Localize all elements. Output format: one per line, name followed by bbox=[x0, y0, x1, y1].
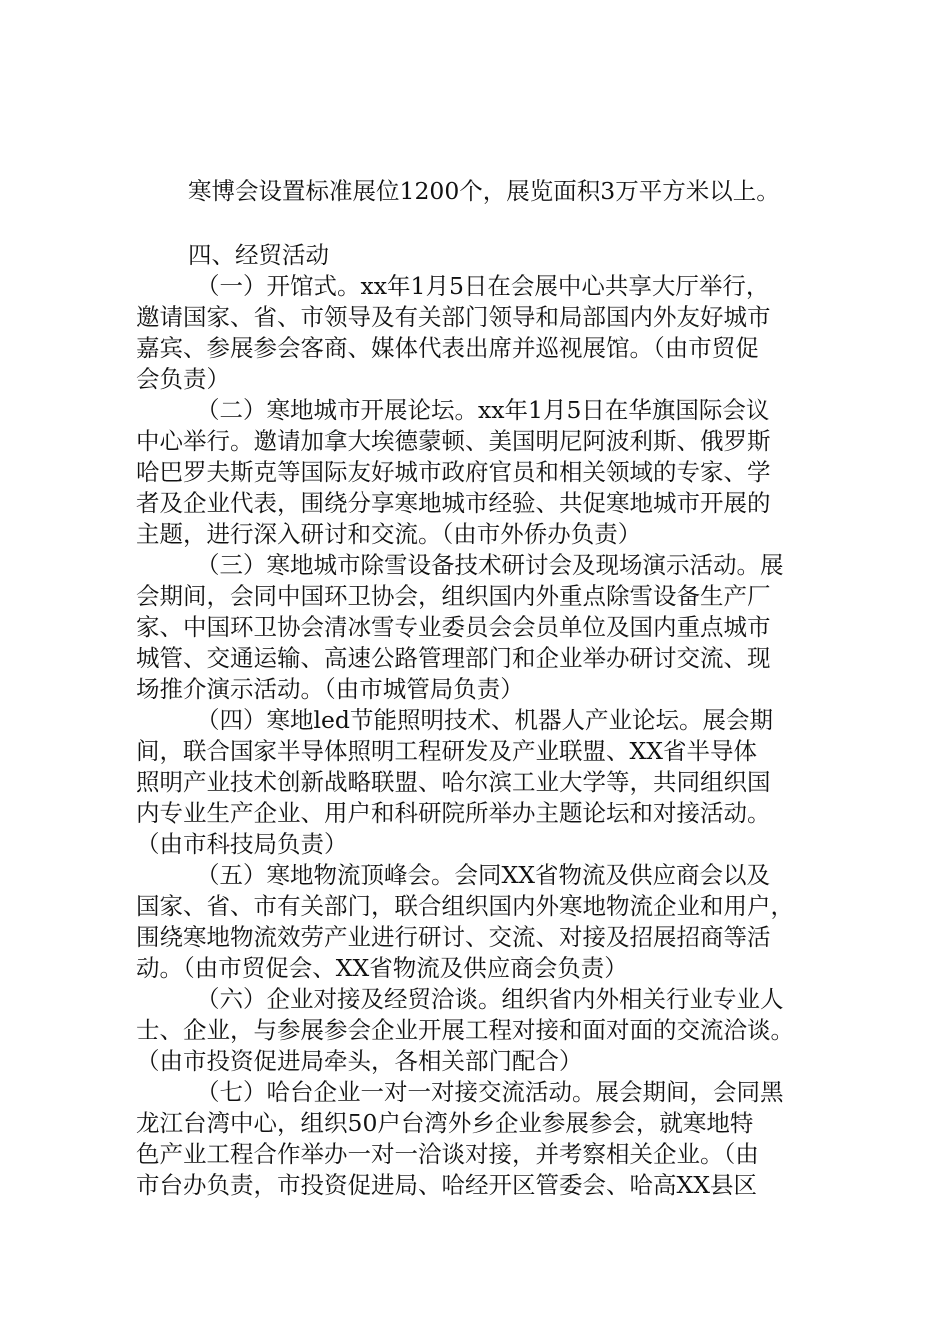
item-1-line-3: 嘉宾、参展参会客商、媒体代表出席并巡视展馆。（由市贸促 bbox=[136, 334, 759, 362]
item-5-line-1: （五）寒地物流顶峰会。会同XX省物流及供应商会以及 bbox=[196, 861, 770, 889]
item-4-line-4: 内专业生产企业、用户和科研院所举办主题论坛和对接活动。 bbox=[136, 799, 771, 827]
item-4-line-3: 照明产业技术创新战略联盟、哈尔滨工业大学等，共同组织国 bbox=[136, 768, 771, 796]
item-5-line-2: 国家、省、市有关部门，联合组织国内外寒地物流企业和用户， bbox=[136, 892, 794, 920]
item-7-line-2: 龙江台湾中心，组织50户台湾外乡企业参展参会，就寒地特 bbox=[136, 1109, 754, 1137]
section-heading: 四、经贸活动 bbox=[188, 241, 329, 269]
item-4-line-2: 间，联合国家半导体照明工程研发及产业联盟、XX省半导体 bbox=[136, 737, 757, 765]
item-1-line-1: （一）开馆式。xx年1月5日在会展中心共享大厅举行， bbox=[196, 272, 770, 300]
item-2-line-1: （二）寒地城市开展论坛。xx年1月5日在华旗国际会议 bbox=[196, 396, 770, 424]
intro-paragraph: 寒博会设置标准展位1200个，展览面积3万平方米以上。 bbox=[188, 177, 780, 205]
item-2-line-5: 主题，进行深入研讨和交流。（由市外侨办负责） bbox=[136, 520, 642, 548]
item-3-line-1: （三）寒地城市除雪设备技术研讨会及现场演示活动。展 bbox=[196, 551, 784, 579]
item-6-line-3: （由市投资促进局牵头，各相关部门配合） bbox=[136, 1047, 583, 1075]
item-3-line-3: 家、中国环卫协会清冰雪专业委员会会员单位及国内重点城市 bbox=[136, 613, 771, 641]
item-5-line-3: 围绕寒地物流效劳产业进行研讨、交流、对接及招展招商等活 bbox=[136, 923, 771, 951]
item-6-line-1: （六）企业对接及经贸洽谈。组织省内外相关行业专业人 bbox=[196, 985, 784, 1013]
item-6-line-2: 士、企业，与参展参会企业开展工程对接和面对面的交流洽谈。 bbox=[136, 1016, 794, 1044]
item-1-line-4: 会负责） bbox=[136, 365, 230, 393]
item-1-line-2: 邀请国家、省、市领导及有关部门领导和局部国内外友好城市 bbox=[136, 303, 771, 331]
item-2-line-2: 中心举行。邀请加拿大埃德蒙顿、美国明尼阿波利斯、俄罗斯 bbox=[136, 427, 771, 455]
item-4-line-1: （四）寒地led节能照明技术、机器人产业论坛。展会期 bbox=[196, 706, 773, 734]
item-7-line-3: 色产业工程合作举办一对一洽谈对接，并考察相关企业。（由 bbox=[136, 1140, 759, 1168]
item-2-line-3: 哈巴罗夫斯克等国际友好城市政府官员和相关领域的专家、学 bbox=[136, 458, 771, 486]
item-7-line-1: （七）哈台企业一对一对接交流活动。展会期间，会同黑 bbox=[196, 1078, 784, 1106]
item-2-line-4: 者及企业代表，围绕分享寒地城市经验、共促寒地城市开展的 bbox=[136, 489, 771, 517]
item-4-line-5: （由市科技局负责） bbox=[136, 830, 348, 858]
item-3-line-4: 城管、交通运输、高速公路管理部门和企业举办研讨交流、现 bbox=[136, 644, 771, 672]
item-3-line-2: 会期间，会同中国环卫协会，组织国内外重点除雪设备生产厂 bbox=[136, 582, 771, 610]
item-5-line-4: 动。（由市贸促会、XX省物流及供应商会负责） bbox=[136, 954, 628, 982]
item-3-line-5: 场推介演示活动。（由市城管局负责） bbox=[136, 675, 524, 703]
item-7-line-4: 市台办负责，市投资促进局、哈经开区管委会、哈高XX县区 bbox=[136, 1171, 757, 1199]
